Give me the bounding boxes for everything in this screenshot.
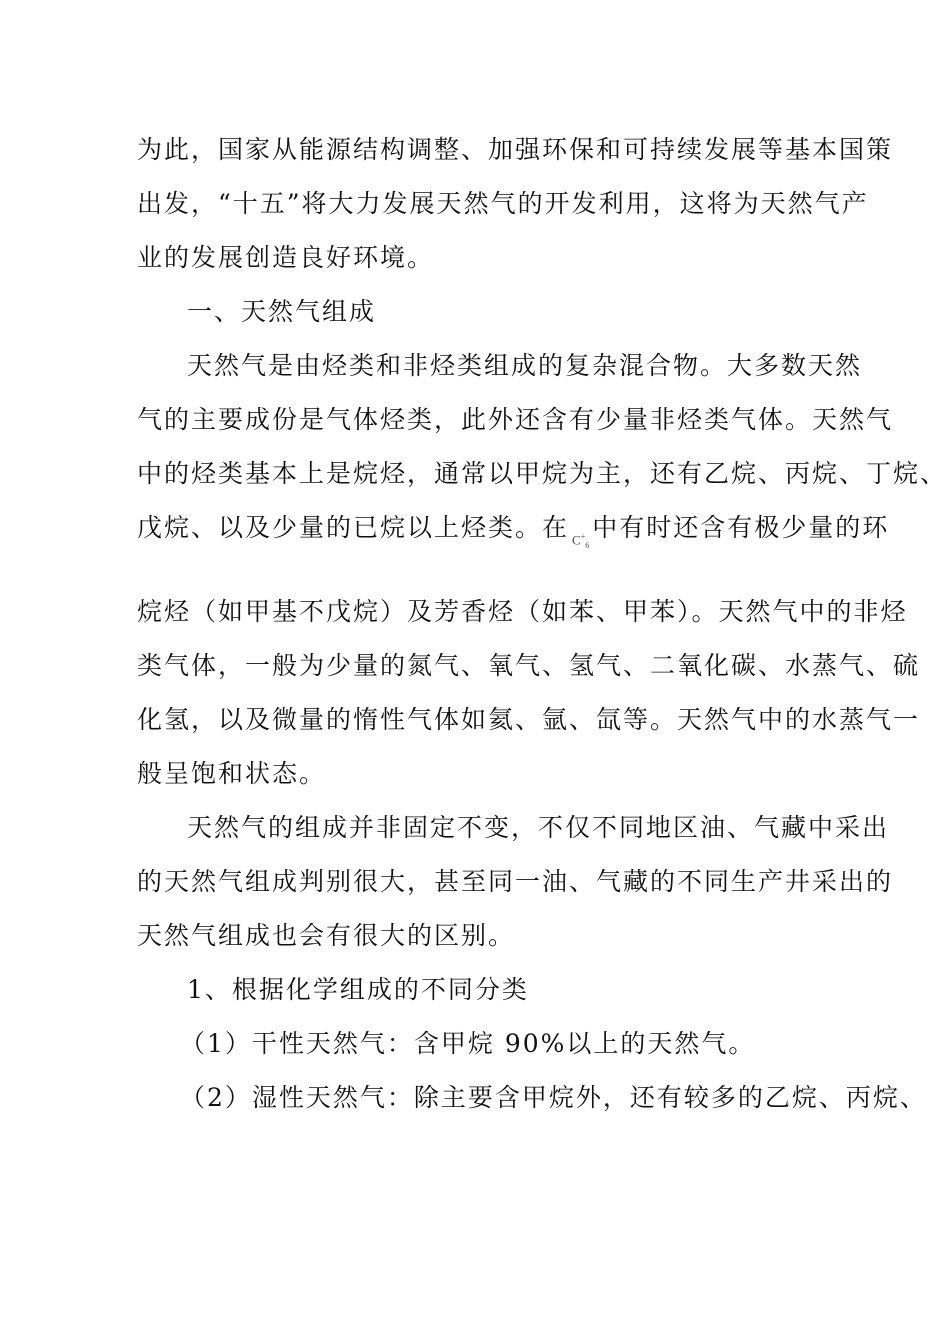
formula-sup: +: [580, 531, 586, 541]
body-text-line: 天然气组成也会有很大的区别。: [137, 921, 516, 950]
body-text-line: 中的烃类基本上是烷烃，通常以甲烷为主，还有乙烷、丙烷、丁烷、: [137, 459, 948, 488]
body-text-line: 业的发展创造良好环境。: [137, 243, 435, 272]
body-text-segment: 中有时还含有极少量的环: [592, 513, 890, 542]
body-text-line: 烷烃（如甲基不戊烷）及芳香烃（如苯、甲苯）。天然气中的非烃: [137, 597, 908, 626]
formula-base: C: [572, 532, 581, 547]
formula-c6-plus: [572, 521, 589, 562]
body-text-line: 为此，国家从能源结构调整、加强环保和可持续发展等基本国策: [137, 135, 894, 164]
body-text-line-with-formula: [137, 512, 890, 554]
body-text-line: 化氢，以及微量的惰性气体如氦、氩、氙等。天然气中的水蒸气一: [137, 705, 921, 734]
body-text-line: 的天然气组成判别很大，甚至同一油、气藏的不同生产井采出的: [137, 867, 894, 896]
list-item: （2）湿性天然气：除主要含甲烷外，还有较多的乙烷、丙烷、: [180, 1083, 927, 1112]
subsection-heading: 1、根据化学组成的不同分类: [187, 975, 529, 1004]
body-text-line: 气的主要成份是气体烃类，此外还含有少量非烃类气体。天然气: [137, 405, 894, 434]
section-heading: 一、天然气组成: [187, 297, 377, 326]
body-text-segment: 戊烷、以及少量的已烷以上烃类。在: [137, 513, 570, 542]
body-text-line: 般呈饱和状态。: [137, 759, 327, 788]
body-text-line: 天然气的组成并非固定不变，不仅不同地区油、气藏中采出: [187, 813, 890, 842]
list-item: （1）干性天然气：含甲烷 90%以上的天然气。: [180, 1029, 756, 1058]
body-text-line: 天然气是由烃类和非烃类组成的复杂混合物。大多数天然: [187, 351, 863, 380]
body-text-line: 出发，“十五”将大力发展天然气的开发利用，这将为天然气产: [137, 189, 869, 218]
body-text-line: 类气体，一般为少量的氮气、氧气、氢气、二氧化碳、水蒸气、硫: [137, 651, 921, 680]
formula-sub: 6: [585, 540, 590, 550]
